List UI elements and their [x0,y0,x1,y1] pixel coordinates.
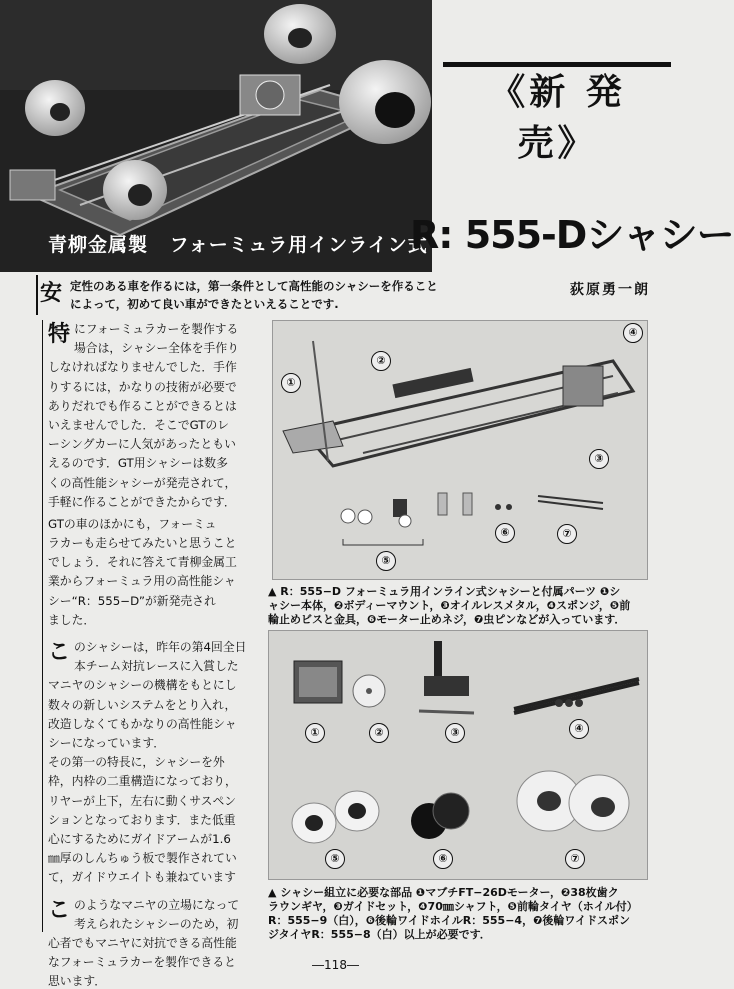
body-text-line: て，ガイドウエイトも兼ねています [48,870,236,885]
body-drop-cap: こ [48,897,71,923]
lead-drop-cap: 安 [40,281,63,306]
hero-photo [0,0,432,272]
type-label: フォーミュラ用インライン式 [169,234,428,256]
body-text-line: リヤーが上下，左右に動くサスペン [48,793,237,808]
fig2-label-1: ① [305,723,325,743]
fig1-caption-2: ャシー本体，❷ボディーマウント，❸オイルレスメタル，❹スポンジ，❺前 [268,599,631,612]
fig2-label-3: ③ [445,723,465,743]
product-title-name: 555-Dシャシー [464,213,734,257]
fig2-label-4: ④ [569,719,589,739]
body-text-line: マニヤのシャシーの機構をもとにし [48,678,237,693]
body-text-line: えるのです．GT用シャシーは数多 [48,456,228,471]
fig1-label-5: ⑤ [376,551,396,571]
fig1-label-1: ① [281,373,301,393]
new-release-banner: 《新 発 売》 [489,71,626,164]
fig2-caption-2: ラウンギヤ，❸ガイドセット，❹70㎜シャフト，❺前輪タイヤ（ホイル付） [268,900,638,913]
body-text-line: 考えられたシャシーのため，初 [74,916,239,931]
fig2-label-2: ② [369,723,389,743]
body-text-line: 手軽に作ることができたからです． [48,494,236,509]
fig1-label-7: ⑦ [557,524,577,544]
body-text-line: 思います． [48,974,107,989]
body-text-line: GTの車のほかにも，フォーミュ [48,516,217,531]
body-text-line: 場合は，シャシー全体を手作り [74,341,239,356]
chassis-parts-photo [273,321,647,579]
body-text-line: くの高性能シャシーが発売されて， [48,475,237,490]
maker-label: 青柳金属製 [48,234,149,256]
fig2-label-5: ⑤ [325,849,345,869]
body-text-line: なフォーミュラカーを製作できると [48,955,236,970]
body-text-line: りするには，かなりの技術が必要で [48,379,237,394]
fig2-label-7: ⑦ [565,849,585,869]
fig2-caption-1: ▲ シャシー組立に必要な部品 ❶マブチFT−26Dモーター，❷38枚歯ク [268,886,619,899]
figure-chassis-parts [272,320,648,580]
body-text-line: ました． [48,612,96,627]
body-text-line: 数々の新しいシステムをとり入れ， [48,697,237,712]
author-name: 荻原勇一朗 [570,282,650,298]
body-text-line: 改造しなくてもかなりの高性能シャ [48,716,237,731]
fig1-caption-3: 輪止めビスと金具，❻モーター止めネジ，❼虫ピンなどが入っています． [268,613,626,626]
body-text-line: にフォーミュラカーを製作する [74,322,239,336]
product-title-label: R: [410,213,453,257]
body-text-line: 枠，内枠の二重構造になっており， [48,774,237,789]
body-text-line: シー“R：555−D”が新発売され [48,593,216,608]
body-column-rule [42,320,43,932]
lead-line-2: によって，初めて良い車ができたといえることです. [70,297,339,311]
body-text-line: のシャシーは，昨年の第4回全日 [74,640,247,654]
body-text-line: 業からフォーミュラ用の高性能シャ [48,574,236,589]
body-text-line: でしょう．それに答えて青柳金属工 [48,555,237,570]
product-title [410,204,734,259]
body-text-line: ラカーも走らせてみたいと思うこと [48,536,237,550]
fig1-label-2: ② [371,351,391,371]
body-text-line: のようなマニヤの立場になって [74,897,240,912]
fig1-label-6: ⑥ [495,523,515,543]
fig2-caption-3: R：555−9（白），❻後輪ワイドホイルR：555−4，❼後輪ワイドスポン [268,914,630,927]
body-text-line: いえませんでした．そこでGTのレ [48,418,230,432]
fig1-label-3: ③ [589,449,609,469]
body-text-line: ありだれでも作ることができるとは [48,398,237,413]
lead-line-1: 定性のある車を作るには，第一条件として高性能のシャシーを作ること [70,279,438,293]
body-text-line: 心者でもマニヤに対抗できる高性能 [48,936,237,950]
hero-caption [48,230,442,257]
fig1-caption-1: ▲ R：555−D フォーミュラ用インライン式シャシーと付属パーツ ❶シ [268,585,621,598]
body-text-line: シーになっています． [48,736,166,750]
fig1-label-4: ④ [623,323,643,343]
body-drop-cap: 特 [48,322,71,347]
figure-assembly-parts [268,630,648,880]
body-text-line: ㎜厚のしんちゅう板で製作されてい [48,851,237,866]
body-drop-cap: こ [48,640,71,665]
body-text-line: ーシングカーに人気があったともい [48,437,236,452]
fig2-label-6: ⑥ [433,849,453,869]
body-text-line: ションとなっております．また低重 [48,812,236,827]
assembly-parts-photo [269,631,647,879]
body-text-line: その第一の特長に，シャシーを外 [48,755,225,770]
page-number: ―118― [312,958,359,972]
body-text-line: 心にするためにガイドアームが1.6 [48,832,231,846]
body-text-line: しなければなりませんでした．手作 [48,360,237,375]
fig2-caption-4: ジタイヤR：555−8（白）以上が必要です． [268,928,491,941]
body-text-line: 本チーム対抗レースに入賞した [74,659,239,674]
